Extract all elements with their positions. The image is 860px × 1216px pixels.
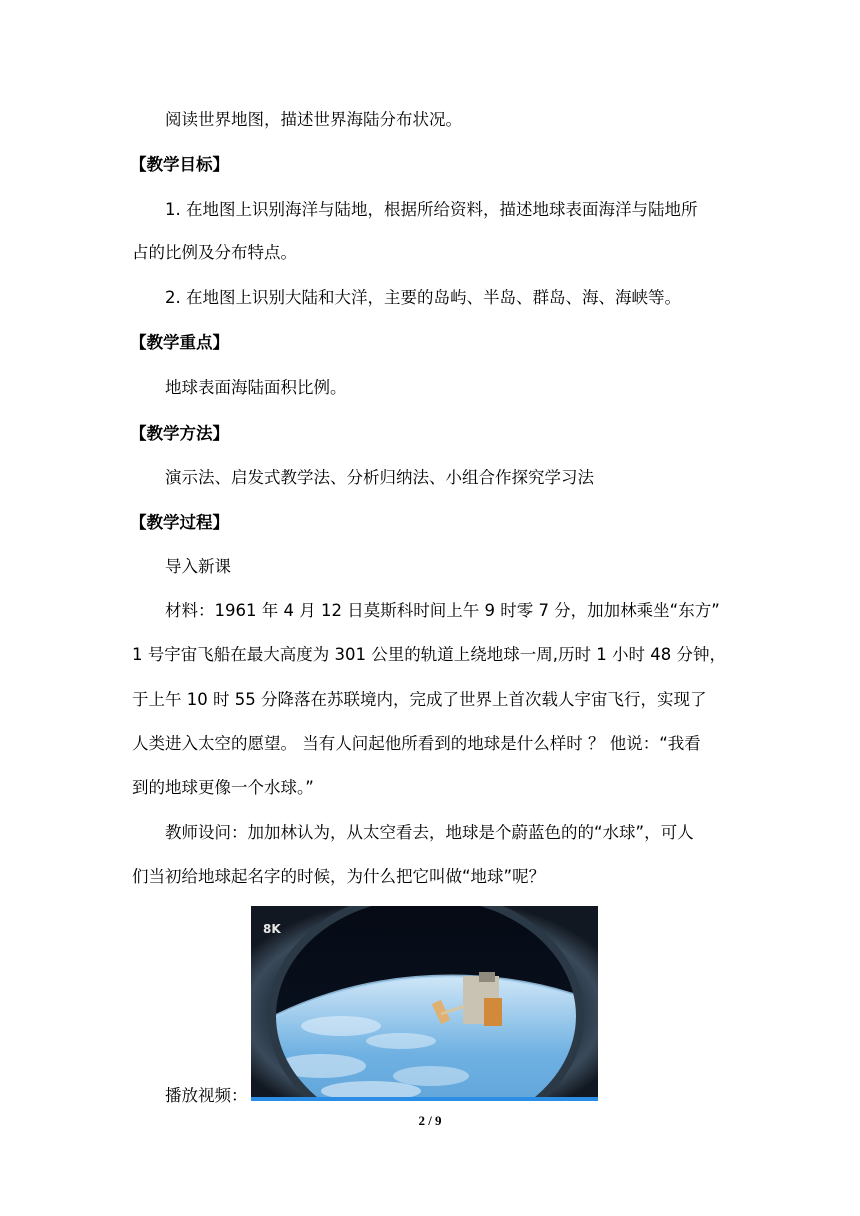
- material-line-4: 人类进入太空的愿望。 当有人问起他所看到的地球是什么样时 ？ 他说：“我看: [132, 734, 701, 753]
- goal-2: 2. 在地图上识别大陆和大洋，主要的岛屿、半岛、群岛、海、海峡等。: [165, 288, 681, 307]
- goal-1-line-1: 1. 在地图上识别海洋与陆地，根据所给资料，描述地球表面海洋与陆地所: [165, 200, 698, 219]
- methods-text: 演示法、启发式教学法、分析归纳法、小组合作探究学习法: [165, 468, 594, 487]
- goal-1-line-2: 占的比例及分布特点。: [132, 243, 297, 262]
- earth-from-window-image: [251, 906, 598, 1101]
- material-line-1: 材料：1961 年 4 月 12 日莫斯科时间上午 9 时零 7 分，加加林乘坐“东方”: [165, 601, 720, 620]
- question-line-2: 们当初给地球起名字的时候，为什么把它叫做“地球”呢？: [132, 867, 546, 886]
- process-intro: 导入新课: [165, 557, 231, 576]
- heading-methods: 【教学方法】: [130, 424, 229, 443]
- video-thumbnail[interactable]: [251, 906, 598, 1101]
- material-line-3: 于上午 10 时 55 分降落在苏联境内，完成了世界上首次载人宇宙飞行，实现了: [132, 690, 707, 709]
- heading-goals: 【教学目标】: [130, 155, 229, 174]
- material-line-2: 1 号宇宙飞船在最大高度为 301 公里的轨道上绕地球一周,历时 1 小时 48 分钟，: [132, 645, 726, 664]
- intro-text: 阅读世界地图，描述世界海陆分布状况。: [165, 110, 462, 129]
- question-line-1: 教师设问：加加林认为，从太空看去，地球是个蔚蓝色的的“水球”，可人: [165, 823, 694, 842]
- heading-key-points: 【教学重点】: [130, 333, 229, 352]
- video-bottom-bar: [251, 1097, 598, 1101]
- play-video-label: 播放视频：: [165, 1086, 248, 1105]
- key-point-1: 地球表面海陆面积比例。: [165, 378, 347, 397]
- material-line-5: 到的地球更像一个水球。”: [132, 778, 314, 797]
- heading-process: 【教学过程】: [130, 513, 229, 532]
- page-number: 2 / 9: [418, 1113, 442, 1128]
- video-quality-badge: 8K: [263, 922, 281, 936]
